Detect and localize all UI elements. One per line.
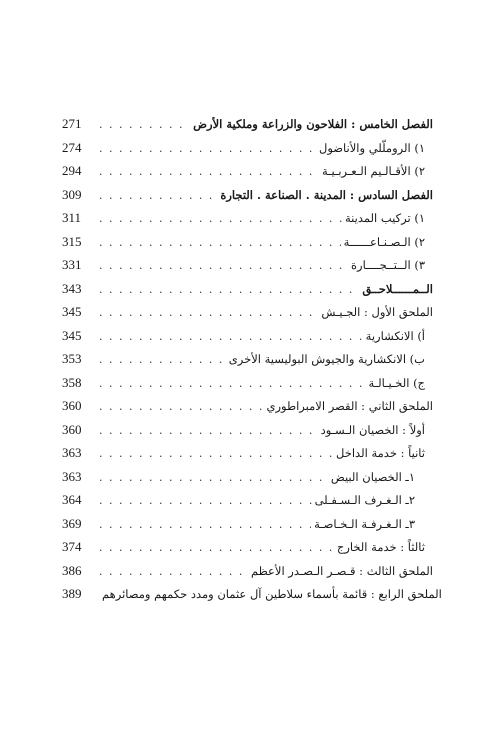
- toc-entry: [62, 394, 433, 418]
- toc-entry: [62, 465, 433, 489]
- toc-entry-title: الملحق الأول : الجـيـش: [321, 305, 433, 319]
- toc-page-number: 331: [62, 257, 82, 272]
- toc-entry: [62, 441, 433, 465]
- toc-entry-title: أولاً : الخصيان الـسـود: [320, 422, 425, 437]
- toc-dot-leader: [99, 466, 328, 490]
- toc-entry: [62, 582, 442, 606]
- toc-dot-leader: [99, 137, 316, 161]
- toc-entry-title: ثانياً : خدمة الداخل: [336, 446, 425, 460]
- toc-dot-leader: [99, 278, 359, 302]
- toc-entry: [62, 535, 433, 559]
- toc-dot-leader: [99, 489, 312, 513]
- toc-page-number: 374: [62, 539, 82, 554]
- toc-entry: [62, 512, 433, 536]
- toc-entry-title: أ) الانكشارية: [365, 328, 425, 343]
- toc-page-number: 360: [62, 398, 82, 413]
- toc-page-number: 294: [62, 163, 82, 178]
- toc-entry-title: ٢) الـصـنـاعــــــة: [343, 234, 425, 249]
- toc-page-number: 274: [62, 139, 82, 155]
- toc-entry-title: الــمــــــلاحــق: [362, 281, 433, 296]
- toc-dot-leader: [99, 372, 366, 396]
- toc-page-number: 345: [62, 327, 82, 343]
- toc-dot-leader: [99, 513, 311, 537]
- table-of-contents: [62, 112, 442, 606]
- toc-entry-title: ٢ـ الـغـرف الـسـفـلى: [314, 493, 415, 507]
- toc-dot-leader: [99, 536, 334, 560]
- toc-entry: [62, 230, 433, 254]
- toc-page-number: 345: [62, 304, 82, 319]
- toc-page-number: 353: [62, 351, 82, 366]
- toc-dot-leader: [99, 301, 318, 325]
- toc-entry: [62, 347, 433, 371]
- toc-page-number: 363: [62, 445, 82, 460]
- toc-entry: [62, 277, 433, 301]
- toc-dot-leader: [99, 184, 217, 208]
- toc-page-number: 315: [62, 233, 82, 249]
- toc-entry-title: ١ـ الخصيان البيض: [330, 469, 415, 484]
- toc-dot-leader: [99, 395, 263, 419]
- toc-dot-leader: [99, 560, 248, 584]
- toc-entry: [62, 183, 433, 207]
- toc-page-number: 271: [62, 116, 82, 131]
- toc-entry: [62, 300, 433, 324]
- toc-entry: [62, 136, 433, 160]
- toc-entry: [62, 112, 433, 136]
- toc-entry: [62, 371, 433, 395]
- toc-page-number: 311: [62, 210, 82, 225]
- toc-page-number: 364: [62, 492, 82, 507]
- toc-entry-title: الفصل السادس : المدينة . الصناعة . التجارة: [220, 187, 433, 202]
- toc-entry-title: الملحق الثالث : قـصـر الـصـدر الأعظم: [250, 563, 433, 578]
- toc-entry-title: ٣) الــتــجــــارة: [351, 258, 425, 272]
- toc-page-number: 389: [62, 586, 82, 601]
- toc-entry-title: ٢) الأقـالـيم الـعـربـيـة: [321, 164, 425, 178]
- toc-entry-title: الملحق الثاني : القصر الامبراطوري: [266, 399, 433, 413]
- toc-page-number: 358: [62, 374, 82, 390]
- toc-entry-title: ١) تركيب المدينة: [345, 211, 425, 225]
- toc-entry: [62, 324, 433, 348]
- toc-page-number: 386: [62, 562, 82, 578]
- toc-dot-leader: [99, 442, 333, 466]
- toc-entry-title: الفصل الخامس : الفلاحون والزراعة وملكية الأرض: [193, 117, 433, 131]
- toc-page-number: 343: [62, 280, 82, 296]
- toc-dot-leader: [99, 348, 226, 372]
- toc-entry: [62, 206, 433, 230]
- toc-entry-title: ج) الخـيـالـة: [368, 375, 425, 390]
- toc-entry: [62, 253, 433, 277]
- toc-page-number: 309: [62, 186, 82, 202]
- toc-dot-leader: [99, 419, 318, 443]
- toc-entry: [62, 159, 433, 183]
- toc-page-number: 360: [62, 421, 82, 437]
- toc-dot-leader: [99, 325, 363, 349]
- toc-entry: [62, 418, 433, 442]
- toc-entry: [62, 488, 433, 512]
- toc-dot-leader: [99, 160, 319, 184]
- toc-dot-leader: [99, 207, 342, 231]
- toc-page-number: 363: [62, 468, 82, 484]
- toc-entry-title: ثالثاً : خدمة الخارج: [336, 540, 425, 554]
- toc-entry-title: ٣ـ الـغـرفـة الـخـاصـة: [314, 516, 415, 531]
- toc-entry-title: ب) الانكشارية والجيوش البوليسية الأخرى: [228, 352, 425, 366]
- toc-dot-leader: [99, 113, 190, 137]
- toc-entry: [62, 559, 433, 583]
- toc-dot-leader: [99, 231, 341, 255]
- toc-entry-title: الملحق الرابع : قائمة بأسماء سلاطين آل عثمان ومدد حكمهم ومصائرهم: [102, 587, 442, 601]
- toc-entry-title: ١) الروملّلي والأناضول: [318, 140, 425, 155]
- toc-page-number: 369: [62, 515, 82, 531]
- toc-dot-leader: [99, 254, 348, 278]
